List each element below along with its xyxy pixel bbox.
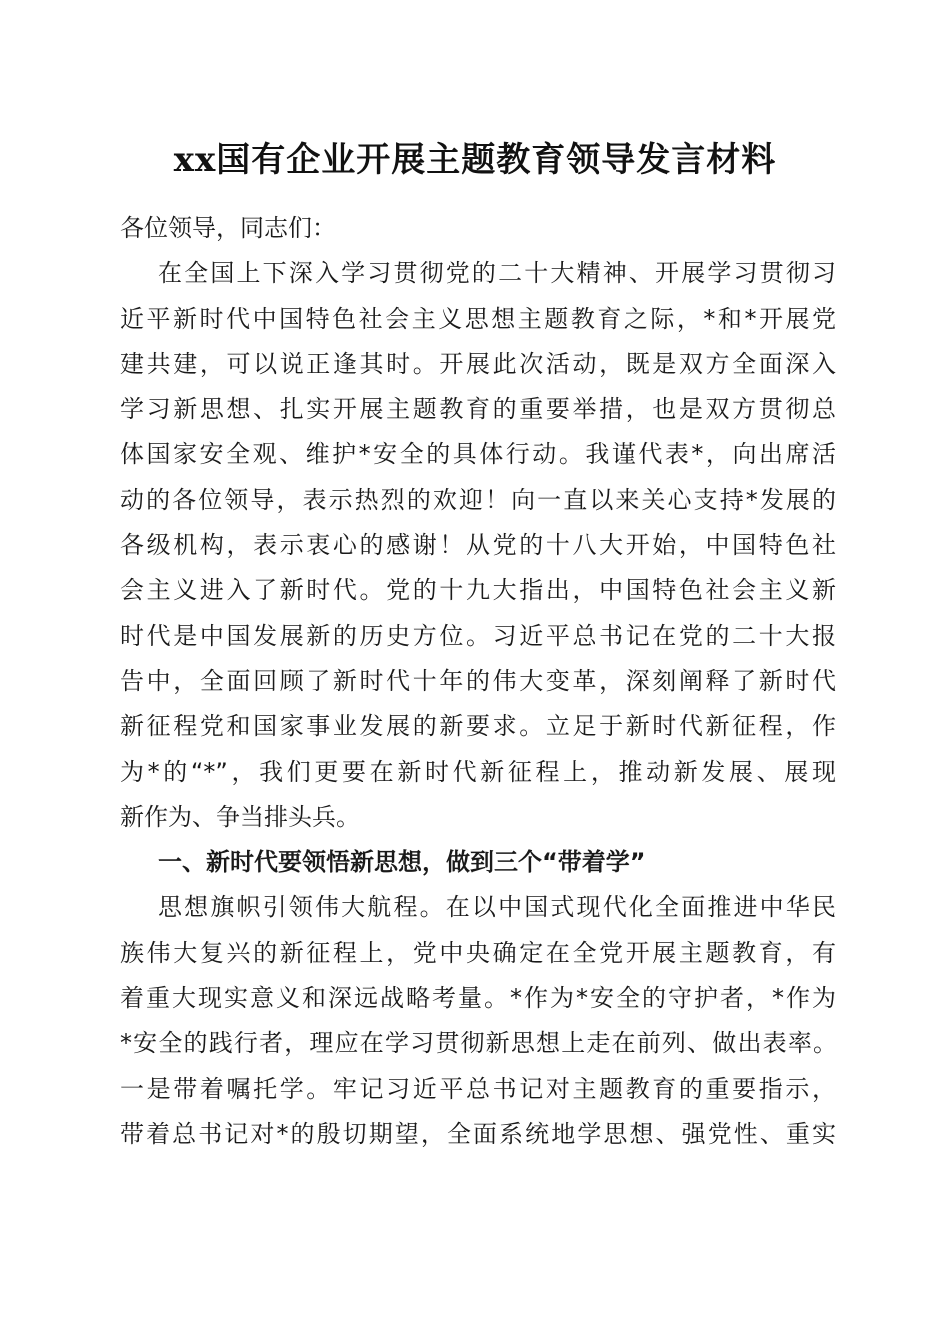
paragraph-2-line-3: 着重大现实意义和深远战略考量。*作为*安全的守护者，*作为	[120, 984, 836, 1013]
paragraph-1-line-13: 新作为、争当排头兵。	[120, 802, 360, 831]
paragraph-2-line-6: 带着总书记对*的殷切期望，全面系统地学思想、强党性、重实	[120, 1119, 836, 1148]
document-body	[120, 206, 836, 1157]
paragraph-1	[120, 251, 836, 840]
section-1-heading: 一、新时代要领悟新思想，做到三个“带着学”	[158, 848, 646, 877]
paragraph-2-line-1: 思想旗帜引领伟大航程。在以中国式现代化全面推进中华民	[158, 893, 836, 922]
paragraph-2	[120, 885, 836, 1157]
paragraph-1-line-12: 为*的“*”，我们更要在新时代新征程上，推动新发展、展现	[120, 757, 836, 786]
paragraph-2-line-5: 一是带着嘱托学。牢记习近平总书记对主题教育的重要指示，	[120, 1074, 836, 1103]
document-title: xx国有企业开展主题教育领导发言材料	[173, 140, 777, 180]
paragraph-1-line-11: 新征程党和国家事业发展的新要求。立足于新时代新征程，作	[120, 712, 836, 741]
paragraph-1-line-5: 体国家安全观、维护*安全的具体行动。我谨代表*，向出席活	[120, 440, 836, 469]
paragraph-1-line-10: 告中，全面回顾了新时代十年的伟大变革，深刻阐释了新时代	[120, 666, 836, 695]
paragraph-1-line-9: 时代是中国发展新的历史方位。习近平总书记在党的二十大报	[120, 621, 836, 650]
paragraph-1-line-6: 动的各位领导，表示热烈的欢迎！向一直以来关心支持*发展的	[120, 485, 836, 514]
paragraph-1-line-8: 会主义进入了新时代。党的十九大指出，中国特色社会主义新	[120, 576, 836, 605]
paragraph-1-line-2: 近平新时代中国特色社会主义思想主题教育之际，*和*开展党	[120, 304, 836, 333]
paragraph-1-line-3: 建共建，可以说正逢其时。开展此次活动，既是双方全面深入	[120, 349, 836, 378]
paragraph-2-line-4: *安全的践行者，理应在学习贯彻新思想上走在前列、做出表率。	[120, 1029, 836, 1058]
paragraph-2-line-2: 族伟大复兴的新征程上，党中央确定在全党开展主题教育，有	[120, 938, 836, 967]
paragraph-1-line-4: 学习新思想、扎实开展主题教育的重要举措，也是双方贯彻总	[120, 395, 836, 424]
paragraph-1-line-1: 在全国上下深入学习贯彻党的二十大精神、开展学习贯彻习	[158, 259, 836, 288]
paragraph-1-line-7: 各级机构，表示衷心的感谢！从党的十八大开始，中国特色社	[120, 531, 836, 560]
salutation: 各位领导，同志们：	[120, 214, 336, 242]
